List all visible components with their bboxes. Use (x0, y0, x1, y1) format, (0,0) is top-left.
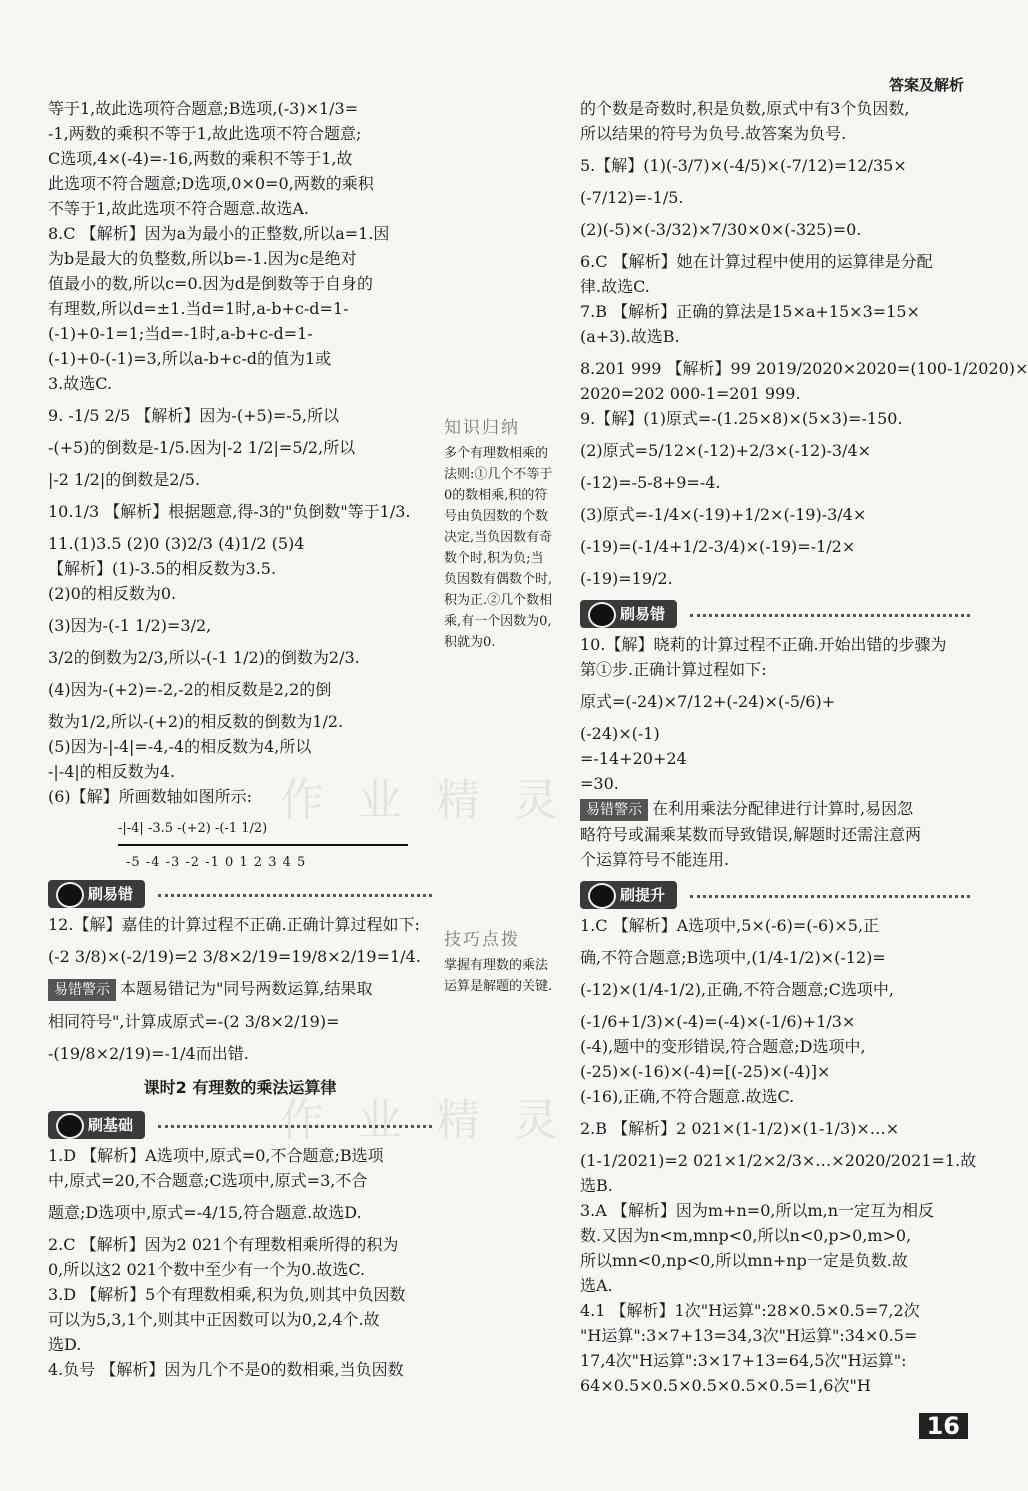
text-line: (-19)=(-1/4+1/2-3/4)×(-19)=-1/2× (580, 537, 856, 556)
note-text: 多个有理数相乘的法则:①几个不等于0的数相乘,积的符号由负因数的个数决定,当负因数有奇数个时,积为负;当负因数有偶数个时,积为正.②几个数相乘,有一个因数为0,积就为0. (444, 446, 553, 650)
text-line: (2)0的相反数为0. (48, 584, 177, 603)
text-line: 本题易错记为"同号两数运算,结果取 (120, 979, 373, 998)
text-line: 5.【解】(1)(-3/7)×(-4/5)×(-7/12)=12/35× (580, 156, 907, 175)
note-title: 知识归纳 (444, 418, 520, 438)
text-line: 原式=(-24)×7/12+(-24)×(-5/6)+ (580, 692, 836, 711)
answer-11 (48, 533, 432, 808)
section-banner-error (580, 600, 970, 630)
text-line: (5)因为-|-4|=-4,-4的相反数为4,所以 (48, 737, 312, 756)
text-line: 选D. (48, 1335, 82, 1354)
text-line: 0,所以这2 021个数中至少有一个为0.故选C. (48, 1260, 366, 1279)
text-line: (-16),正确,不符合题意.故选C. (580, 1087, 795, 1106)
text-line: -(+5)的倒数是-1/5.因为|-2 1/2|=5/2,所以 (48, 438, 356, 457)
watermark: 作 业 精 灵 (280, 1095, 568, 1146)
text-line: (-12)×(1/4-1/2),正确,不符合题意;C选项中, (580, 980, 894, 999)
answer-9 (48, 405, 432, 491)
text-line: 所以结果的符号为负号.故答案为负号. (580, 124, 847, 143)
text-line: -|-4|的相反数为4. (48, 762, 176, 781)
text-line: (-1/6+1/3)×(-4)=(-4)×(-1/6)+1/3× (580, 1012, 856, 1031)
improve-answers (580, 915, 977, 1397)
divider (158, 894, 432, 897)
text-line: 值最小的数,所以c=0.因为d是倒数等于自身的 (48, 274, 373, 293)
text-line: 选B. (580, 1176, 613, 1195)
text-line: (1-1/2021)=2 021×1/2×2/3×…×2020/2021=1.故 (580, 1151, 977, 1170)
prev-answer-tail (48, 98, 432, 220)
text-line: 第①步.正确计算过程如下: (580, 660, 767, 679)
text-line: C选项,4×(-4)=-16,两数的乘积不等于1,故 (48, 149, 353, 168)
text-line: 相同符号",计算成原式=-(2 3/8×2/19)= (48, 1012, 340, 1031)
section-banner-error (48, 880, 432, 910)
text-line: 9.【解】(1)原式=-(1.25×8)×(5×3)=-150. (580, 409, 903, 428)
text-line: 此选项不符合题意;D选项,0×0=0,两数的乘积 (48, 174, 374, 193)
note-title: 技巧点拨 (444, 930, 520, 950)
text-line: 数.又因为n<m,mnp<0,所以n<0,p>0,m>0, (580, 1226, 912, 1245)
lesson-title: 课时2 有理数的乘法运算律 (143, 1078, 337, 1097)
text-line: -(19/8×2/19)=-1/4而出错. (48, 1044, 249, 1063)
text-line: 选A. (580, 1276, 613, 1295)
answer-12 (48, 914, 432, 968)
note-text: 掌握有理数的乘法运算是解题的关键. (444, 958, 553, 994)
text-line: 3.故选C. (48, 374, 113, 393)
basic-answers (48, 1145, 432, 1381)
text-line: -1,两数的乘积不等于1,故此选项不符合题意; (48, 124, 362, 143)
right-column (580, 95, 1028, 1400)
text-line: 为b是最大的负整数,所以b=-1.因为c是绝对 (48, 249, 357, 268)
text-line: (-7/12)=-1/5. (580, 188, 684, 207)
text-line: (-25)×(-16)×(-4)=[(-25)×(-4)]× (580, 1062, 831, 1081)
divider (690, 614, 970, 617)
text-line: "H运算":3×7+13=34,3次"H运算":34×0.5= (580, 1326, 918, 1345)
text-line: =30. (580, 774, 619, 793)
text-line: 在利用乘法分配律进行计算时,易因忽 (652, 799, 914, 818)
text-line: 2020=202 000-1=201 999. (580, 384, 801, 403)
text-line: (-12)=-5-8+9=-4. (580, 473, 721, 492)
text-line: 【解析】(1)-3.5的相反数为3.5. (48, 559, 277, 578)
page-header: 答案及解析 (888, 76, 964, 94)
section-title: 刷提升 (580, 881, 677, 909)
section-title: 刷易错 (580, 600, 677, 628)
text-line: 64×0.5×0.5×0.5×0.5×0.5=1,6次"H (580, 1376, 871, 1395)
text-line: 个运算符号不能连用. (580, 850, 730, 869)
text-line: 3.A 【解析】因为m+n=0,所以m,n一定互为相反 (580, 1201, 935, 1220)
text-line: (3)原式=-1/4×(-19)+1/2×(-19)-3/4× (580, 505, 867, 524)
text-line: (-4),题中的变形错误,符合题意;D选项中, (580, 1037, 866, 1056)
answer-10 (580, 634, 970, 795)
text-line: 数为1/2,所以-(+2)的相反数的倒数为1/2. (48, 712, 344, 731)
divider (690, 895, 970, 898)
text-line: |-2 1/2|的倒数是2/5. (48, 470, 201, 489)
text-line: (-24)×(-1) (580, 724, 660, 743)
section-title: 刷基础 (48, 1111, 145, 1139)
section-banner-improve (580, 881, 970, 911)
answer-8 (48, 223, 432, 395)
text-line: (2)原式=5/12×(-12)+2/3×(-12)-3/4× (580, 441, 872, 460)
text-line: 8.201 999 【解析】99 2019/2020×2020=(100-1/2020)× (580, 359, 1028, 378)
text-line: 10.【解】晓莉的计算过程不正确.开始出错的步骤为 (580, 635, 947, 654)
warning-badge: 易错警示 (580, 799, 648, 821)
text-line: 可以为5,3,1个,则其中正因数可以为0,2,4个.故 (48, 1310, 380, 1329)
text-line: 1.D 【解析】A选项中,原式=0,不合题意;B选项 (48, 1146, 384, 1165)
text-line: 4.负号 【解析】因为几个不是0的数相乘,当负因数 (48, 1360, 404, 1379)
text-line: (6)【解】所画数轴如图所示: (48, 787, 253, 806)
text-line: 6.C 【解析】她在计算过程中使用的运算律是分配 (580, 252, 933, 271)
text-line: (2)(-5)×(-3/32)×7/30×0×(-325)=0. (580, 220, 862, 239)
text-line: 略符号或漏乘某数而导致错误,解题时还需注意两 (580, 825, 922, 844)
text-line: 7.B 【解析】正确的算法是15×a+15×3=15× (580, 302, 920, 321)
answer-10: 10.1/3 【解析】根据题意,得-3的"负倒数"等于1/3. (48, 502, 411, 521)
text-line: 4.1 【解析】1次"H运算":28×0.5×0.5=7,2次 (580, 1301, 920, 1320)
text-line: 确,不符合题意;B选项中,(1/4-1/2)×(-12)= (580, 948, 886, 967)
text-line: 所以mn<0,np<0,所以mn+np一定是负数.故 (580, 1251, 908, 1270)
number-line-axis (118, 844, 408, 846)
error-warning (580, 798, 970, 871)
text-line: (-19)=19/2. (580, 569, 673, 588)
knowledge-summary-note (444, 418, 554, 653)
number-line-labels: -|-4| -3.5 -(+2) -(-1 1/2) (118, 821, 268, 836)
text-line: 不等于1,故此选项不符合题意.故选A. (48, 199, 309, 218)
page-number: 16 (919, 1413, 968, 1439)
left-column (48, 95, 432, 1384)
text-line: 8.C 【解析】因为a为最小的正整数,所以a=1.因 (48, 224, 390, 243)
text-line: 2.C 【解析】因为2 021个有理数相乘所得的积为 (48, 1235, 399, 1254)
text-line: (-2 3/8)×(-2/19)=2 3/8×2/19=19/8×2/19=1/4. (48, 947, 421, 966)
section-title: 刷易错 (48, 880, 145, 908)
text-line: 9. -1/5 2/5 【解析】因为-(+5)=-5,所以 (48, 406, 339, 425)
text-line: (3)因为-(-1 1/2)=3/2, (48, 616, 212, 635)
error-warning (48, 978, 432, 1065)
text-line: 题意;D选项中,原式=-4/15,符合题意.故选D. (48, 1203, 362, 1222)
text-line: =-14+20+24 (580, 749, 687, 768)
text-line: 中,原式=20,不合题意;C选项中,原式=3,不合 (48, 1171, 368, 1190)
watermark: 作 业 精 灵 (280, 775, 568, 826)
text-line: 1.C 【解析】A选项中,5×(-6)=(-6)×5,正 (580, 916, 880, 935)
text-line: 2.B 【解析】2 021×(1-1/2)×(1-1/3)×…× (580, 1119, 900, 1138)
text-line: (4)因为-(+2)=-2,-2的相反数是2,2的倒 (48, 680, 332, 699)
text-line: 17,4次"H运算":3×17+13=64,5次"H运算": (580, 1351, 907, 1370)
answers-4-to-9 (580, 98, 1028, 590)
text-line: (-1)+0-(-1)=3,所以a-b+c-d的值为1或 (48, 349, 332, 368)
text-line: 等于1,故此选项符合题意;B选项,(-3)×1/3= (48, 99, 359, 118)
text-line: 有理数,所以d=±1.当d=1时,a-b+c-d=1- (48, 299, 349, 318)
text-line: (-1)+0-1=1;当d=-1时,a-b+c-d=1- (48, 324, 313, 343)
tip-note (444, 930, 554, 997)
text-line: 律.故选C. (580, 277, 650, 296)
text-line: 3/2的倒数为2/3,所以-(-1 1/2)的倒数为2/3. (48, 648, 360, 667)
text-line: (a+3).故选B. (580, 327, 680, 346)
warning-badge: 易错警示 (48, 979, 116, 1001)
text-line: 12.【解】嘉佳的计算过程不正确.正确计算过程如下: (48, 915, 420, 934)
text-line: 3.D 【解析】5个有理数相乘,积为负,则其中负因数 (48, 1285, 406, 1304)
text-line: 11.(1)3.5 (2)0 (3)2/3 (4)1/2 (5)4 (48, 534, 305, 553)
text-line: 的个数是奇数时,积是负数,原式中有3个负因数, (580, 99, 910, 118)
number-line-ticks: -5 -4 -3 -2 -1 0 1 2 3 4 5 (126, 855, 307, 870)
